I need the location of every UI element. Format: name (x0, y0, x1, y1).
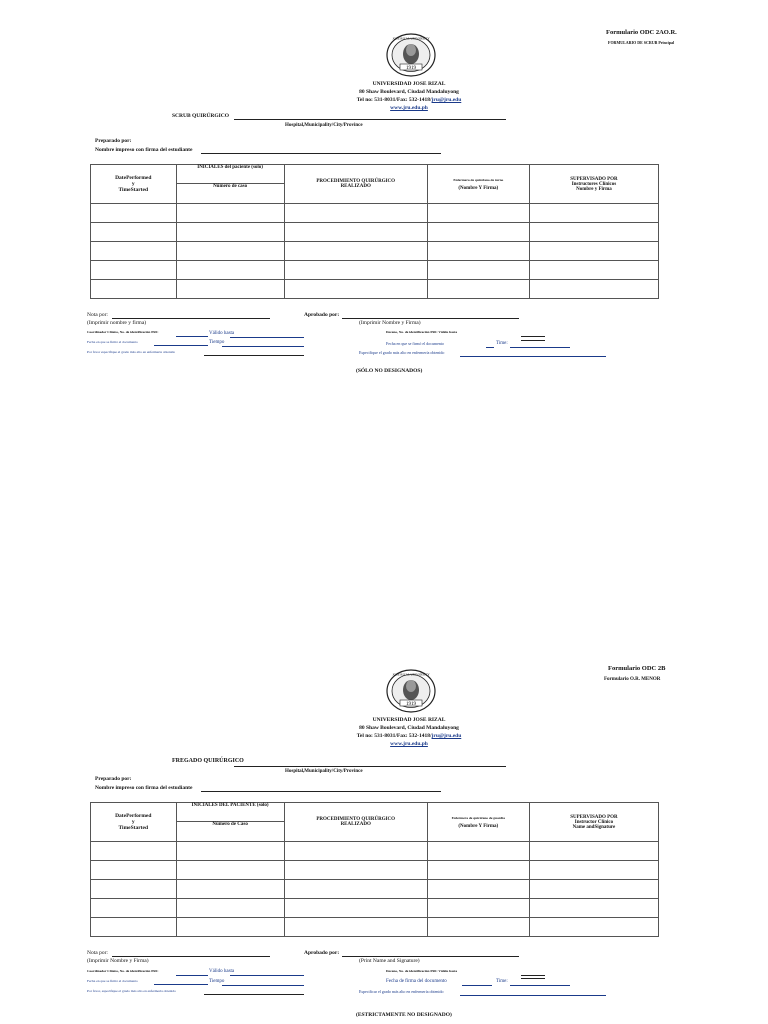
university-seal-icon (386, 669, 436, 713)
nurse-label: (Nombre Y Firma) (458, 185, 499, 191)
valid-until-field[interactable] (230, 337, 304, 338)
table-row[interactable] (91, 261, 659, 280)
note-sub: (Imprimir nombre y firma) (87, 320, 147, 326)
student-name-field[interactable] (201, 153, 441, 154)
valid-until-label: Válido hasta (209, 331, 235, 336)
printed-name-label: Nombre impreso con firma del estudiante (95, 785, 193, 791)
dean-label: Decano, No. de identificación PRC Válido hasta (386, 330, 458, 334)
time-right: Time: (496, 341, 508, 346)
coord-label: Coordinador Clínico, No. de identificación PRC (87, 330, 159, 334)
note-label: Nota por: (87, 950, 108, 956)
scrub-label: FREGADO QUIRÚRGICO (172, 758, 244, 764)
time-right: Time: (496, 979, 508, 984)
approved-field[interactable] (342, 318, 519, 319)
table-row[interactable] (91, 223, 659, 242)
table-row[interactable] (91, 880, 659, 899)
degree-left: Por favor especifique el grado más alto en enfermería obtenido (87, 350, 176, 354)
hospital-field[interactable] (234, 119, 506, 120)
university-contact: Tel no: 531-8031/Fax: 532-1418/jru@jru.edu (356, 733, 462, 739)
form-code: Formulario ODC 2B (608, 665, 666, 672)
time-left-field[interactable] (222, 985, 304, 986)
email-link[interactable]: jru@jru.edu (431, 97, 462, 103)
col-procedure: PROCEDIMIENTO QUIRÚRGICO REALIZADO (284, 803, 427, 842)
approved-field[interactable] (342, 956, 519, 957)
note-field[interactable] (112, 956, 270, 957)
student-name-field[interactable] (201, 791, 441, 792)
approved-label: Aprobado por: (304, 950, 340, 956)
col-case-no: Número de caso (176, 184, 284, 204)
university-seal-icon (386, 33, 436, 77)
seal-year: 1919 (406, 702, 416, 707)
nurse-small-label: Enfermera de quirófano de guardia (451, 815, 505, 820)
footer-note: (SÓLO NO DESIGNADOS) (356, 368, 423, 374)
university-address: 80 Shaw Boulevard, Ciudad Mandaluyong (359, 89, 459, 95)
nurse-small-label: Enfermera de quirófano de turno (453, 177, 504, 182)
prepared-by: Preparado por: (95, 776, 132, 782)
note-field[interactable] (112, 318, 270, 319)
website-link[interactable]: www.jru.edu.ph (390, 105, 428, 111)
table-row[interactable] (91, 861, 659, 880)
col-date: DatePerformed y TimeStarted (91, 803, 177, 842)
valid-until-field[interactable] (230, 975, 304, 976)
seal-text: JOSE RIZAL UNIVERSITY (392, 672, 430, 677)
form-subtitle: Formulario O.R. MENOR (604, 677, 661, 682)
col-supervised: SUPERVISADO POR Instructor Clínico Name andSignature (529, 803, 658, 842)
col-initials: INICIALES del paciente (solo) (176, 165, 284, 184)
form-code: Formulario ODC 2AO.R. (606, 29, 677, 36)
table-row[interactable] (91, 280, 659, 299)
approved-sub: (Print Name and Signature) (359, 958, 420, 964)
col-initials: INICIALES DEL PACIENTE (solo) (176, 803, 284, 822)
valid-until-label: Válido hasta (209, 969, 235, 974)
nurse-label: (Nombre Y Firma) (458, 823, 499, 829)
university-address: 80 Shaw Boulevard, Ciudad Mandaluyong (359, 725, 459, 731)
printed-name-label: Nombre impreso con firma del estudiante (95, 147, 193, 153)
hospital-label: Hospital,Municipality/City/Province (285, 769, 363, 774)
table-row[interactable] (91, 842, 659, 861)
degree-left: Por favor, especifique el grado más alto en enfermería obtenido (87, 989, 176, 993)
note-sub: (Imprimir Nombre y Firma) (87, 958, 149, 964)
university-name: UNIVERSIDAD JOSE RIZAL (372, 717, 446, 723)
seal-year: 1919 (406, 66, 416, 71)
time-left: Tiempo (209, 340, 225, 345)
approved-sub: (Imprimir Nombre y Firma) (359, 320, 421, 326)
degree-right: Especifique el grado más alto en enfermería obtenido (359, 350, 445, 355)
col-nurse (427, 165, 529, 204)
approved-label: Aprobado por: (304, 312, 340, 318)
form-1 (0, 0, 768, 400)
degree-right-field[interactable] (460, 356, 606, 357)
hospital-label: Hospital,Municipality/City/Province (285, 123, 363, 128)
table-row[interactable] (91, 242, 659, 261)
log-table (90, 802, 659, 937)
degree-left-field[interactable] (204, 355, 304, 356)
prepared-by: Preparado por: (95, 138, 132, 144)
university-name: UNIVERSIDAD JOSE RIZAL (372, 81, 446, 87)
form-subtitle: FORMULARIO DE SCRUB Principal (608, 40, 675, 45)
email-link[interactable]: jru@jru.edu (431, 733, 462, 739)
time-right-field[interactable] (510, 347, 570, 348)
degree-right: Especificar el grado más alto en enfermería obtenido (359, 989, 444, 994)
log-table (90, 164, 659, 299)
degree-right-field[interactable] (460, 995, 606, 996)
scrub-label: SCRUB QUIRÚRGICO (172, 113, 229, 119)
time-right-field[interactable] (510, 985, 570, 986)
sign-date-right: Fecha en que se firmó el documento (386, 341, 444, 346)
seal-text: JOSE RIZAL UNIVERSITY (392, 36, 430, 41)
col-supervised: SUPERVISADO POR Instructores Clínicos Nombre y Firma (529, 165, 658, 204)
dean-label: Decano, No. de identificación PRC Válido hasta (386, 969, 458, 973)
website-link[interactable]: www.jru.edu.ph (390, 741, 428, 747)
col-case-no: Número de Caso (176, 822, 284, 842)
sign-date-left: Fecha en que se firmó el documento (87, 979, 138, 983)
hospital-field[interactable] (234, 766, 506, 767)
time-left: Tiempo (209, 979, 225, 984)
col-procedure: PROCEDIMIENTO QUIRÚRGICO REALIZADO (284, 165, 427, 204)
col-date: DatePerformed y TimeStarted (91, 165, 177, 204)
table-row[interactable] (91, 204, 659, 223)
university-contact: Tel no: 531-8031/Fax: 532-1418/jru@jru.edu (356, 97, 462, 103)
table-row[interactable] (91, 918, 659, 937)
footer-note: (ESTRICTAMENTE NO DESIGNADO) (356, 1012, 452, 1018)
form-2 (0, 636, 768, 1024)
time-left-field[interactable] (222, 346, 304, 347)
table-row[interactable] (91, 899, 659, 918)
note-label: Nota por: (87, 312, 108, 318)
degree-left-field[interactable] (204, 994, 304, 995)
coord-label: Coordinador Clínico, No. de identificación PRC (87, 969, 159, 973)
sign-date-right: Fecha de firma del documento (386, 979, 447, 984)
col-nurse (427, 803, 529, 842)
sign-date-left: Fecha en que se firmó el documento (87, 340, 138, 344)
